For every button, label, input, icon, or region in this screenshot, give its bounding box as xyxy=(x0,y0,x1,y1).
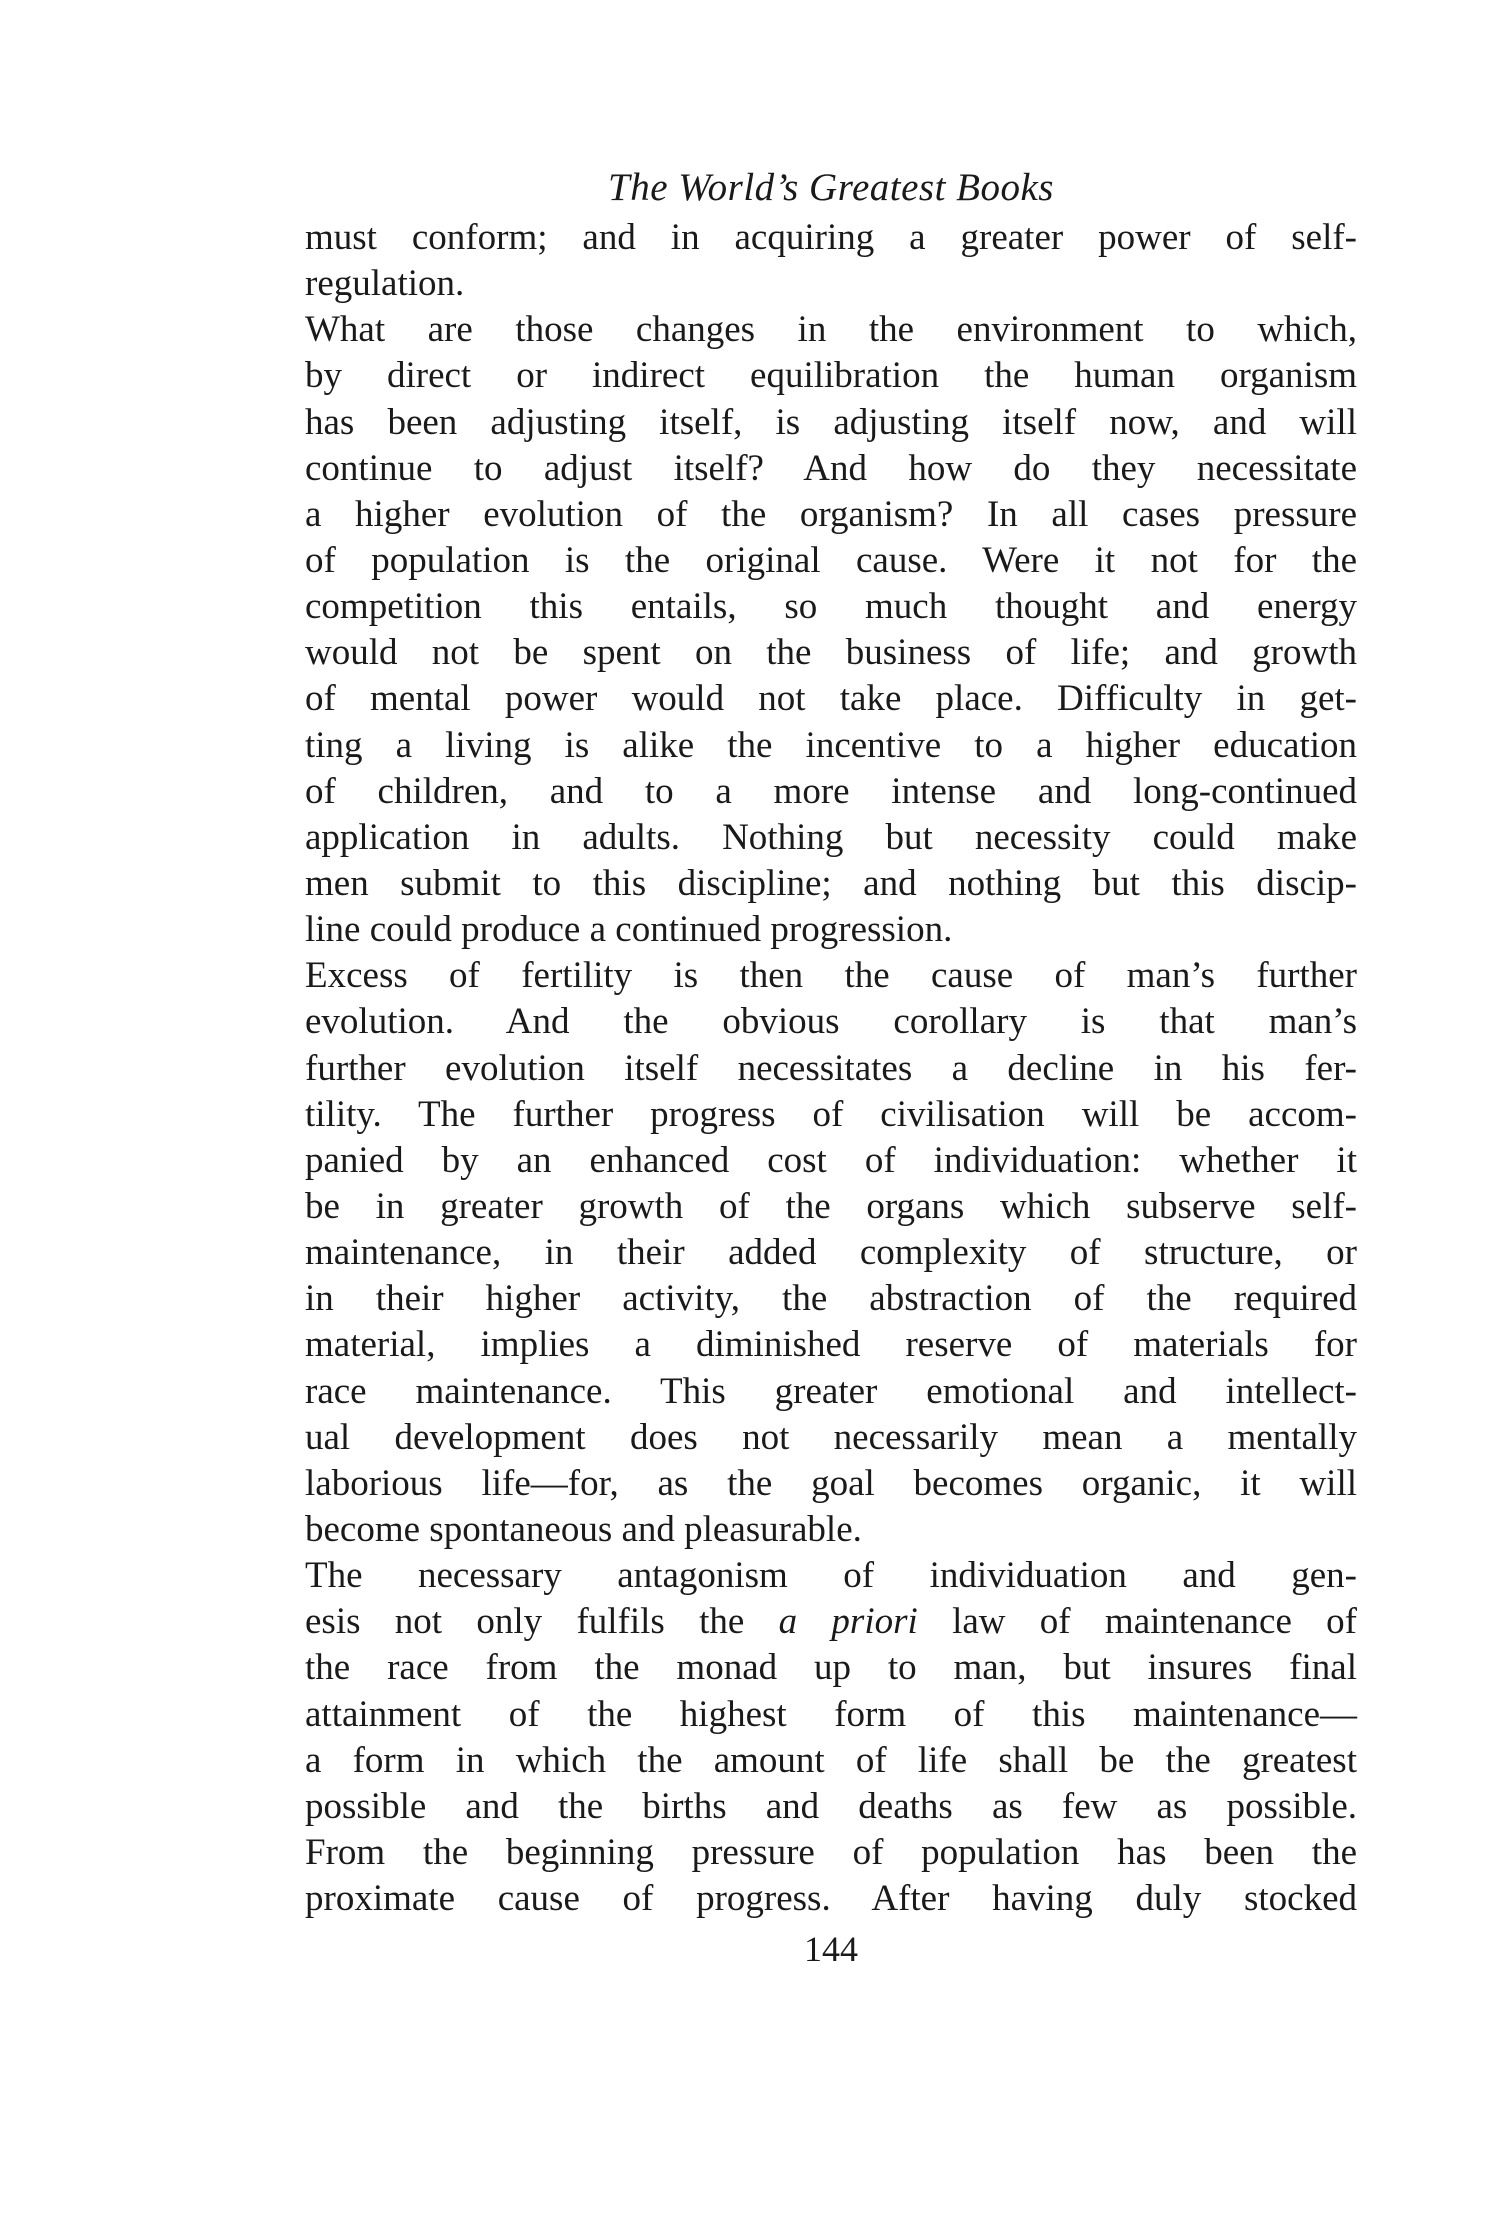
text-line: What are those changes in the environment to which, xyxy=(305,309,1357,351)
text-line: ting a living is alike the incentive to a higher education xyxy=(305,724,1357,766)
text-line: laborious life—for, as the goal becomes organic, it will xyxy=(305,1462,1357,1504)
running-title: The World’s Greatest Books xyxy=(608,166,1054,209)
text-line: of mental power would not take place. Difficulty in get- xyxy=(305,678,1357,720)
text-line: application in adults. Nothing but necessity could make xyxy=(305,816,1357,858)
text-line: men submit to this discipline; and nothing but this discip- xyxy=(305,862,1357,904)
text-line: evolution. And the obvious corollary is that man’s xyxy=(305,1001,1357,1043)
italic-phrase: a priori xyxy=(778,1601,918,1643)
text-line: maintenance, in their added complexity of structure, or xyxy=(305,1232,1357,1274)
text-line: be in greater growth of the organs which subserve self- xyxy=(305,1185,1357,1227)
text-line: in their higher activity, the abstraction of the required xyxy=(305,1278,1357,1320)
text-line: From the beginning pressure of population has been the xyxy=(305,1831,1357,1873)
book-page xyxy=(305,165,1357,1972)
text-line: line could produce a continued progression. xyxy=(305,909,953,951)
text-line: tility. The further progress of civilisation will be accom- xyxy=(305,1093,1357,1135)
body-text xyxy=(305,215,1357,1922)
text-line: by direct or indirect equilibration the human organism xyxy=(305,355,1357,397)
text-line: the race from the monad up to man, but insures final xyxy=(305,1647,1357,1689)
text-line: panied by an enhanced cost of individuation: whether it xyxy=(305,1139,1357,1181)
text-line: become spontaneous and pleasurable. xyxy=(305,1508,862,1550)
text-line: possible and the births and deaths as few as possible. xyxy=(305,1785,1357,1827)
text-line: The necessary antagonism of individuation and gen- xyxy=(305,1555,1357,1597)
page-number: 144 xyxy=(804,1929,858,1970)
text-line: Excess of fertility is then the cause of man’s further xyxy=(305,955,1357,997)
text-segment: law of maintenance of xyxy=(917,1601,1357,1643)
text-line xyxy=(305,1599,1357,1645)
text-line: must conform; and in acquiring a greater power of self- xyxy=(305,217,1357,258)
text-line: proximate cause of progress. After having duly stocked xyxy=(305,1878,1357,1920)
text-line: would not be spent on the business of life; and growth xyxy=(305,632,1357,674)
text-line: regulation. xyxy=(305,263,465,305)
text-line: competition this entails, so much thought and energy xyxy=(305,586,1357,628)
text-line: of children, and to a more intense and long-continued xyxy=(305,770,1357,812)
text-line: ual development does not necessarily mean a mentally xyxy=(305,1416,1357,1458)
text-line: attainment of the highest form of this maintenance— xyxy=(305,1693,1357,1735)
text-line: a higher evolution of the organism? In all cases pressure xyxy=(305,493,1357,535)
text-line: material, implies a diminished reserve of materials for xyxy=(305,1324,1357,1366)
text-line: of population is the original cause. Were it not for the xyxy=(305,539,1357,581)
text-line: further evolution itself necessitates a decline in his fer- xyxy=(305,1047,1357,1089)
text-line: race maintenance. This greater emotional and intellect- xyxy=(305,1370,1357,1412)
text-line: continue to adjust itself? And how do they necessitate xyxy=(305,447,1357,489)
text-segment: esis not only fulfils the xyxy=(305,1601,779,1643)
text-line: has been adjusting itself, is adjusting itself now, and will xyxy=(305,401,1357,443)
text-line: a form in which the amount of life shall be the greatest xyxy=(305,1739,1357,1781)
